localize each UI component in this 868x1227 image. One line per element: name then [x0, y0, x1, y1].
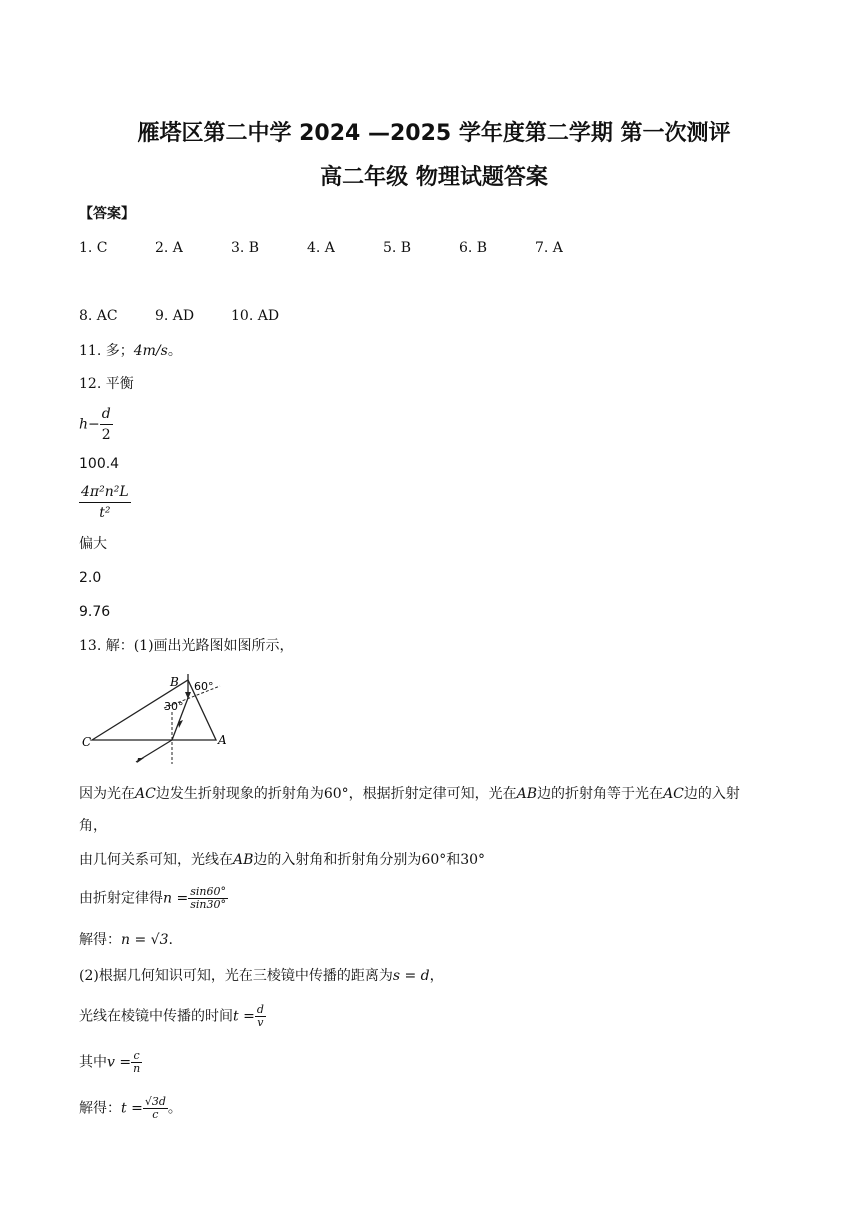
q12-expr1	[79, 404, 113, 445]
math: t =	[233, 1008, 255, 1025]
page-title-line1: 雁塔区第二中学 2024 —2025 学年度第二学期 第一次测评	[137, 121, 731, 146]
frac-num: √3d	[144, 1095, 166, 1108]
q12-expr2-num: 4π²n²L	[81, 484, 129, 500]
frac-den: v	[255, 1016, 266, 1029]
mc-answer: 2. A	[155, 240, 183, 256]
math: AB	[516, 786, 538, 802]
q13-para1	[79, 784, 740, 804]
ray-arrow	[137, 758, 144, 763]
text: 边发生折射现象的折射角为60°，根据折射定律可知，光在	[155, 786, 517, 802]
q13-para1-cont: 角，	[79, 818, 107, 834]
label-B: B	[170, 675, 179, 689]
q13-para3	[79, 886, 228, 911]
mc-answer: 7. A	[535, 240, 563, 256]
q12-label: 12. 平衡	[79, 376, 134, 392]
q11-prefix: 11. 多；	[79, 343, 134, 359]
frac-num: sin60°	[190, 885, 226, 898]
frac-num: c	[133, 1049, 140, 1062]
q12-value3: 9.76	[79, 604, 111, 620]
frac-den: sin30°	[190, 898, 226, 911]
math: s = d	[392, 968, 430, 984]
q11-value: 4m/s	[133, 343, 168, 359]
math: AB	[233, 852, 254, 868]
q13-intro: 13. 解：(1)画出光路图如图所示，	[79, 638, 294, 654]
q13-para7	[79, 1050, 142, 1075]
mc-answer: 8. AC	[79, 308, 118, 324]
angle-60-label: 60°	[194, 680, 214, 693]
angle-30-label: 30°	[164, 700, 184, 713]
text: (2)根据几何知识可知，光在三棱镜中传播的距离为	[79, 968, 393, 984]
mc-answer: 10. AD	[231, 308, 280, 324]
text: 解得：	[79, 1100, 121, 1117]
mc-answer: 3. B	[231, 240, 260, 256]
text: 光线在棱镜中传播的时间	[79, 1008, 233, 1025]
mc-answer: 1. C	[79, 240, 108, 256]
mc-answer: 6. B	[459, 240, 488, 256]
math: AC	[663, 786, 684, 802]
q13-para4	[79, 930, 173, 950]
mc-answer: 5. B	[383, 240, 412, 256]
math: n = √3	[121, 932, 169, 948]
math: v =	[107, 1054, 132, 1071]
q12-expr2	[79, 482, 131, 523]
text: ，	[429, 968, 444, 984]
q11-answer	[79, 341, 182, 361]
q12-expr2-den: t²	[79, 502, 131, 523]
text: 由几何关系可知，光线在	[79, 852, 233, 868]
text: 边的折射角等于光在	[537, 786, 664, 802]
mc-answers-row1	[79, 238, 611, 258]
q12-expr1-den: 2	[100, 424, 113, 445]
q13-para6	[79, 1004, 266, 1029]
text: 其中	[79, 1054, 107, 1071]
q13-para8	[79, 1096, 182, 1121]
text: 解得：	[79, 932, 121, 948]
math: n =	[163, 890, 189, 907]
prism-light-path-figure	[80, 672, 230, 768]
frac-den: n	[133, 1062, 141, 1075]
page-title-line2: 高二年级 物理试题答案	[320, 165, 548, 190]
frac-den: c	[143, 1108, 168, 1121]
q13-para2	[79, 850, 485, 870]
text: .	[168, 932, 173, 948]
q12-expr1-num: d	[101, 406, 111, 422]
label-C: C	[82, 735, 92, 749]
q12-word: 偏大	[79, 536, 107, 552]
text: 因为光在	[79, 786, 135, 802]
text: 。	[167, 1100, 182, 1117]
label-A: A	[218, 733, 227, 747]
answer-section-label: 【答案】	[79, 206, 135, 222]
math: t =	[121, 1100, 143, 1117]
mc-answer: 4. A	[307, 240, 335, 256]
q12-value2: 2.0	[79, 570, 102, 586]
q11-suffix: 。	[167, 343, 182, 359]
mc-answer: 9. AD	[155, 308, 195, 324]
q12-value1: 100.4	[79, 456, 120, 472]
text: 由折射定律得	[79, 890, 163, 907]
q13-para5	[79, 966, 444, 986]
text: 边的入射角和折射角分别为60°和30°	[253, 852, 486, 868]
q12-expr1-left: h−	[79, 416, 100, 433]
text: 边的入射	[683, 786, 740, 802]
math: AC	[135, 786, 156, 802]
mc-answers-row2	[79, 306, 307, 326]
frac-num: d	[256, 1003, 264, 1016]
